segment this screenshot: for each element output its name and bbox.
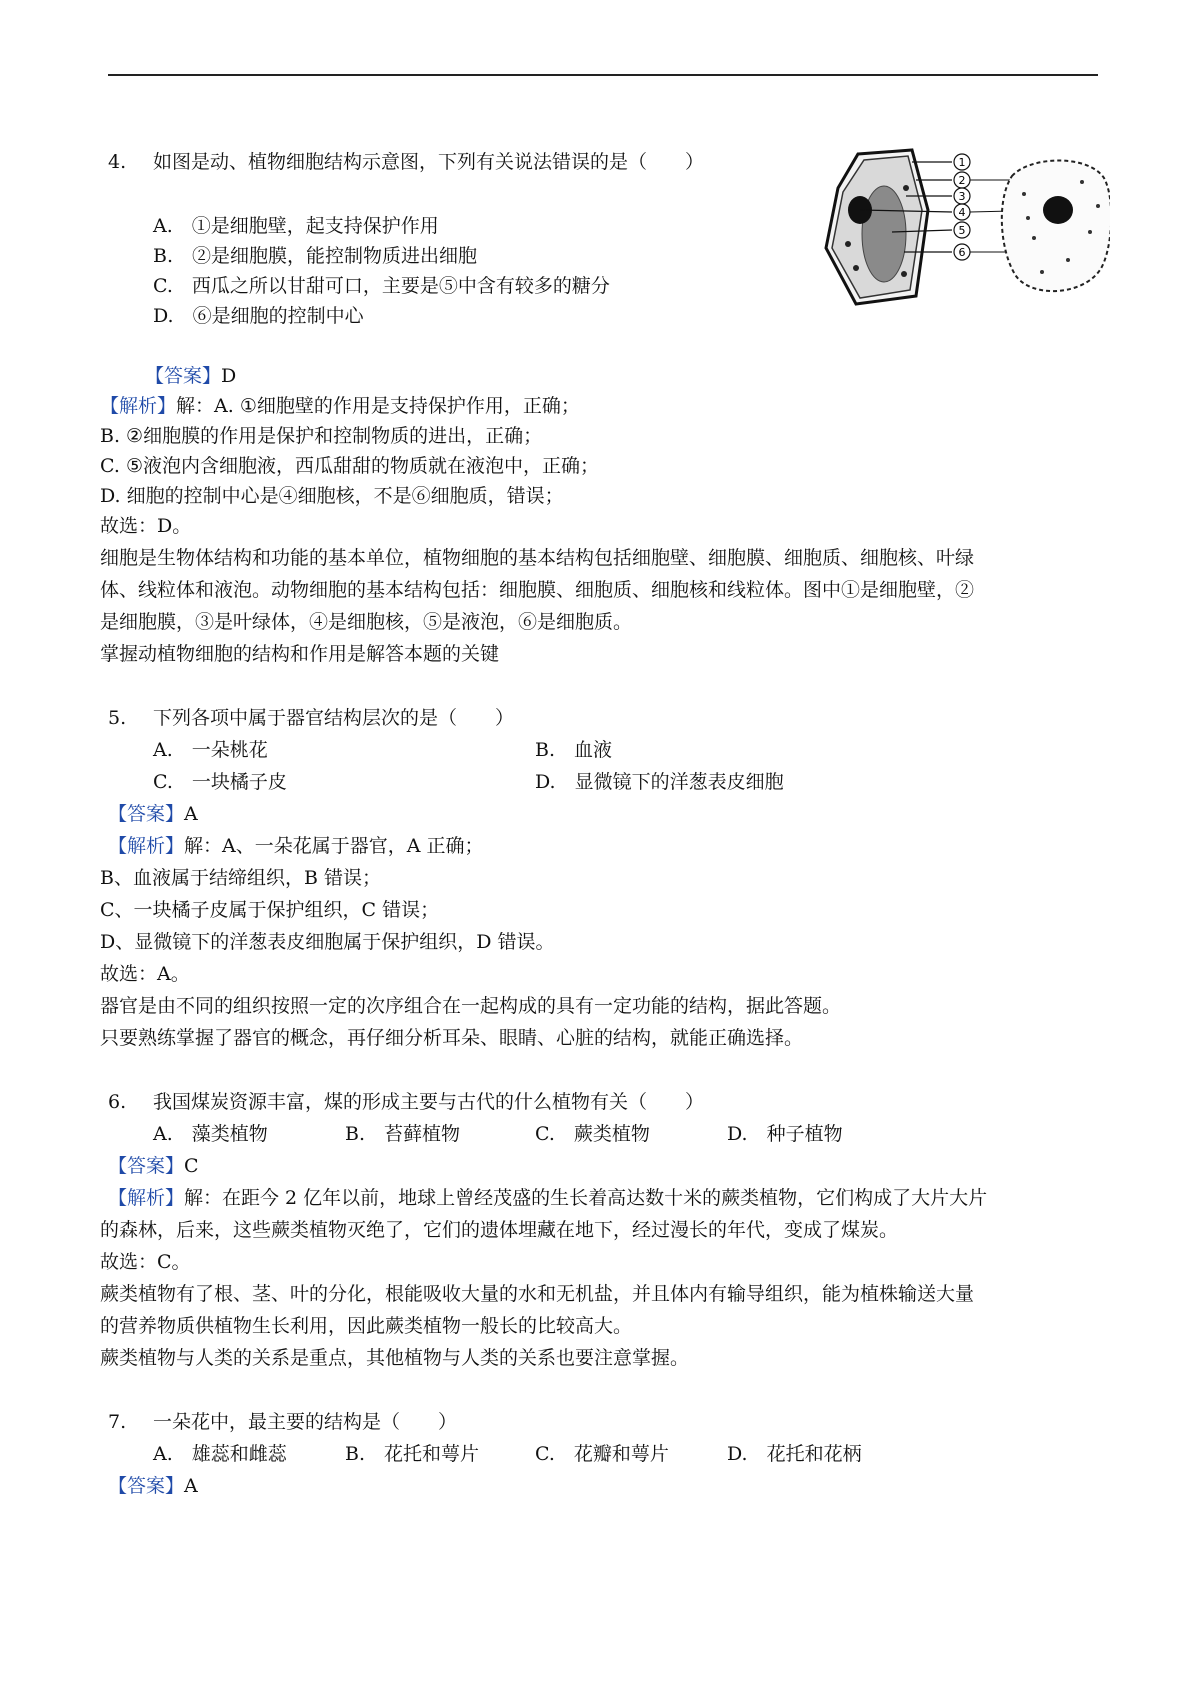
animal-cell-membrane <box>1002 161 1110 292</box>
q7-option-c: C. 花瓣和萼片 <box>535 1443 669 1465</box>
q4-option-d: D. ⑥是细胞的控制中心 <box>153 305 364 327</box>
cell-structure-figure <box>820 148 1110 308</box>
q7-answer <box>108 1474 198 1498</box>
figure-label-6: 6 <box>958 246 966 259</box>
q7-option-b: B. 花托和萼片 <box>345 1443 480 1465</box>
q6-option-d: D. 种子植物 <box>727 1123 843 1145</box>
header-rule <box>108 74 1098 76</box>
q4-option-c: C. 西瓜之所以甘甜可口，主要是⑤中含有较多的糖分 <box>153 275 610 297</box>
q5-analysis-line: 故选：A。 <box>100 963 190 985</box>
answer-value: A <box>184 803 198 825</box>
answer-tag: 【答案】 <box>108 1155 185 1177</box>
figure-label-2: 2 <box>958 174 966 187</box>
q6-analysis-line: 故选：C。 <box>100 1251 191 1273</box>
answer-value: C <box>184 1155 199 1177</box>
q5-option-c: C. 一块橘子皮 <box>153 771 287 793</box>
q4-analysis-line: 细胞是生物体结构和功能的基本单位，植物细胞的基本结构包括细胞壁、细胞膜、细胞质、细胞核、叶绿 <box>100 547 975 569</box>
animal-nucleus <box>1043 196 1073 224</box>
q4-number: 4. <box>108 151 127 173</box>
q5-analysis-line: B、血液属于结缔组织，B 错误； <box>100 867 381 889</box>
q7-stem: 一朵花中，最主要的结构是（ ） <box>153 1411 458 1433</box>
q4-analysis-line: 是细胞膜，③是叶绿体，④是细胞核，⑤是液泡，⑥是细胞质。 <box>100 611 633 633</box>
q5-analysis-line: 【解析】解：A、一朵花属于器官，A 正确； <box>108 835 484 857</box>
q6-option-b: B. 苔藓植物 <box>345 1123 461 1145</box>
q4-analysis-line: D. 细胞的控制中心是④细胞核，不是⑥细胞质，错误； <box>100 485 564 507</box>
q4-analysis-line: 【解析】解：A. ①细胞壁的作用是支持保护作用，正确； <box>100 395 580 417</box>
q6-analysis-line: 蕨类植物与人类的关系是重点，其他植物与人类的关系也要注意掌握。 <box>100 1347 690 1369</box>
q4-analysis-line: 体、线粒体和液泡。动物细胞的基本结构包括：细胞膜、细胞质、细胞核和线粒体。图中①是细胞壁，② <box>100 579 975 601</box>
q7-number: 7. <box>108 1411 127 1433</box>
q6-option-c: C. 蕨类植物 <box>535 1123 650 1145</box>
figure-label-4: 4 <box>958 206 966 219</box>
q4-stem: 如图是动、植物细胞结构示意图，下列有关说法错误的是（ ） <box>153 151 705 173</box>
q4-analysis-line: 故选：D。 <box>100 515 192 537</box>
analysis-tag: 【解析】 <box>108 1187 185 1209</box>
q5-option-b: B. 血液 <box>535 739 613 761</box>
figure-label-1: 1 <box>958 156 966 169</box>
q7-option-d: D. 花托和花柄 <box>727 1443 862 1465</box>
answer-value: A <box>184 1475 198 1497</box>
q6-analysis-line: 的森林，后来，这些蕨类植物灭绝了，它们的遗体埋藏在地下，经过漫长的年代，变成了煤炭。 <box>100 1219 899 1241</box>
q5-number: 5. <box>108 707 127 729</box>
q5-analysis-line: D、显微镜下的洋葱表皮细胞属于保护组织，D 错误。 <box>100 931 555 953</box>
q6-number: 6. <box>108 1091 127 1113</box>
q6-analysis-line: 蕨类植物有了根、茎、叶的分化，根能吸收大量的水和无机盐，并且体内有输导组织，能为植株输送大量 <box>100 1283 975 1305</box>
q6-stem: 我国煤炭资源丰富，煤的形成主要与古代的什么植物有关（ ） <box>153 1091 705 1113</box>
q4-option-b: B. ②是细胞膜，能控制物质进出细胞 <box>153 245 478 267</box>
q5-stem: 下列各项中属于器官结构层次的是（ ） <box>153 707 515 729</box>
q5-answer <box>108 802 198 826</box>
q4-option-a: A. ①是细胞壁，起支持保护作用 <box>153 215 439 237</box>
q5-option-d: D. 显微镜下的洋葱表皮细胞 <box>535 771 784 793</box>
q6-analysis-line: 的营养物质供植物生长利用，因此蕨类植物一般长的比较高大。 <box>100 1315 633 1337</box>
answer-tag: 【答案】 <box>108 1475 185 1497</box>
q4-analysis-line: B. ②细胞膜的作用是保护和控制物质的进出，正确； <box>100 425 543 447</box>
figure-label-5: 5 <box>958 224 966 237</box>
analysis-tag: 【解析】 <box>108 835 185 857</box>
q5-analysis-line: 只要熟练掌握了器官的概念，再仔细分析耳朵、眼睛、心脏的结构，就能正确选择。 <box>100 1027 804 1049</box>
q6-answer <box>108 1154 199 1178</box>
q4-analysis-line: C. ⑤液泡内含细胞液，西瓜甜甜的物质就在液泡中，正确； <box>100 455 599 477</box>
q5-analysis-line: C、一块橘子皮属于保护组织，C 错误； <box>100 899 440 921</box>
answer-tag: 【答案】 <box>108 803 185 825</box>
answer-value: D <box>221 365 237 387</box>
q5-option-a: A. 一朵桃花 <box>153 739 268 761</box>
q4-answer <box>145 364 236 388</box>
q5-analysis-line: 器官是由不同的组织按照一定的次序组合在一起构成的具有一定功能的结构，据此答题。 <box>100 995 842 1017</box>
answer-tag: 【答案】 <box>145 365 222 387</box>
figure-label-3: 3 <box>958 190 966 203</box>
analysis-tag: 【解析】 <box>100 395 177 417</box>
q7-option-a: A. 雄蕊和雌蕊 <box>153 1443 287 1465</box>
q4-analysis-line: 掌握动植物细胞的结构和作用是解答本题的关键 <box>100 643 500 665</box>
q6-analysis-line: 【解析】解：在距今 2 亿年以前，地球上曾经茂盛的生长着高达数十米的蕨类植物，它们构成了大片大片 <box>108 1187 988 1209</box>
q6-option-a: A. 藻类植物 <box>153 1123 268 1145</box>
